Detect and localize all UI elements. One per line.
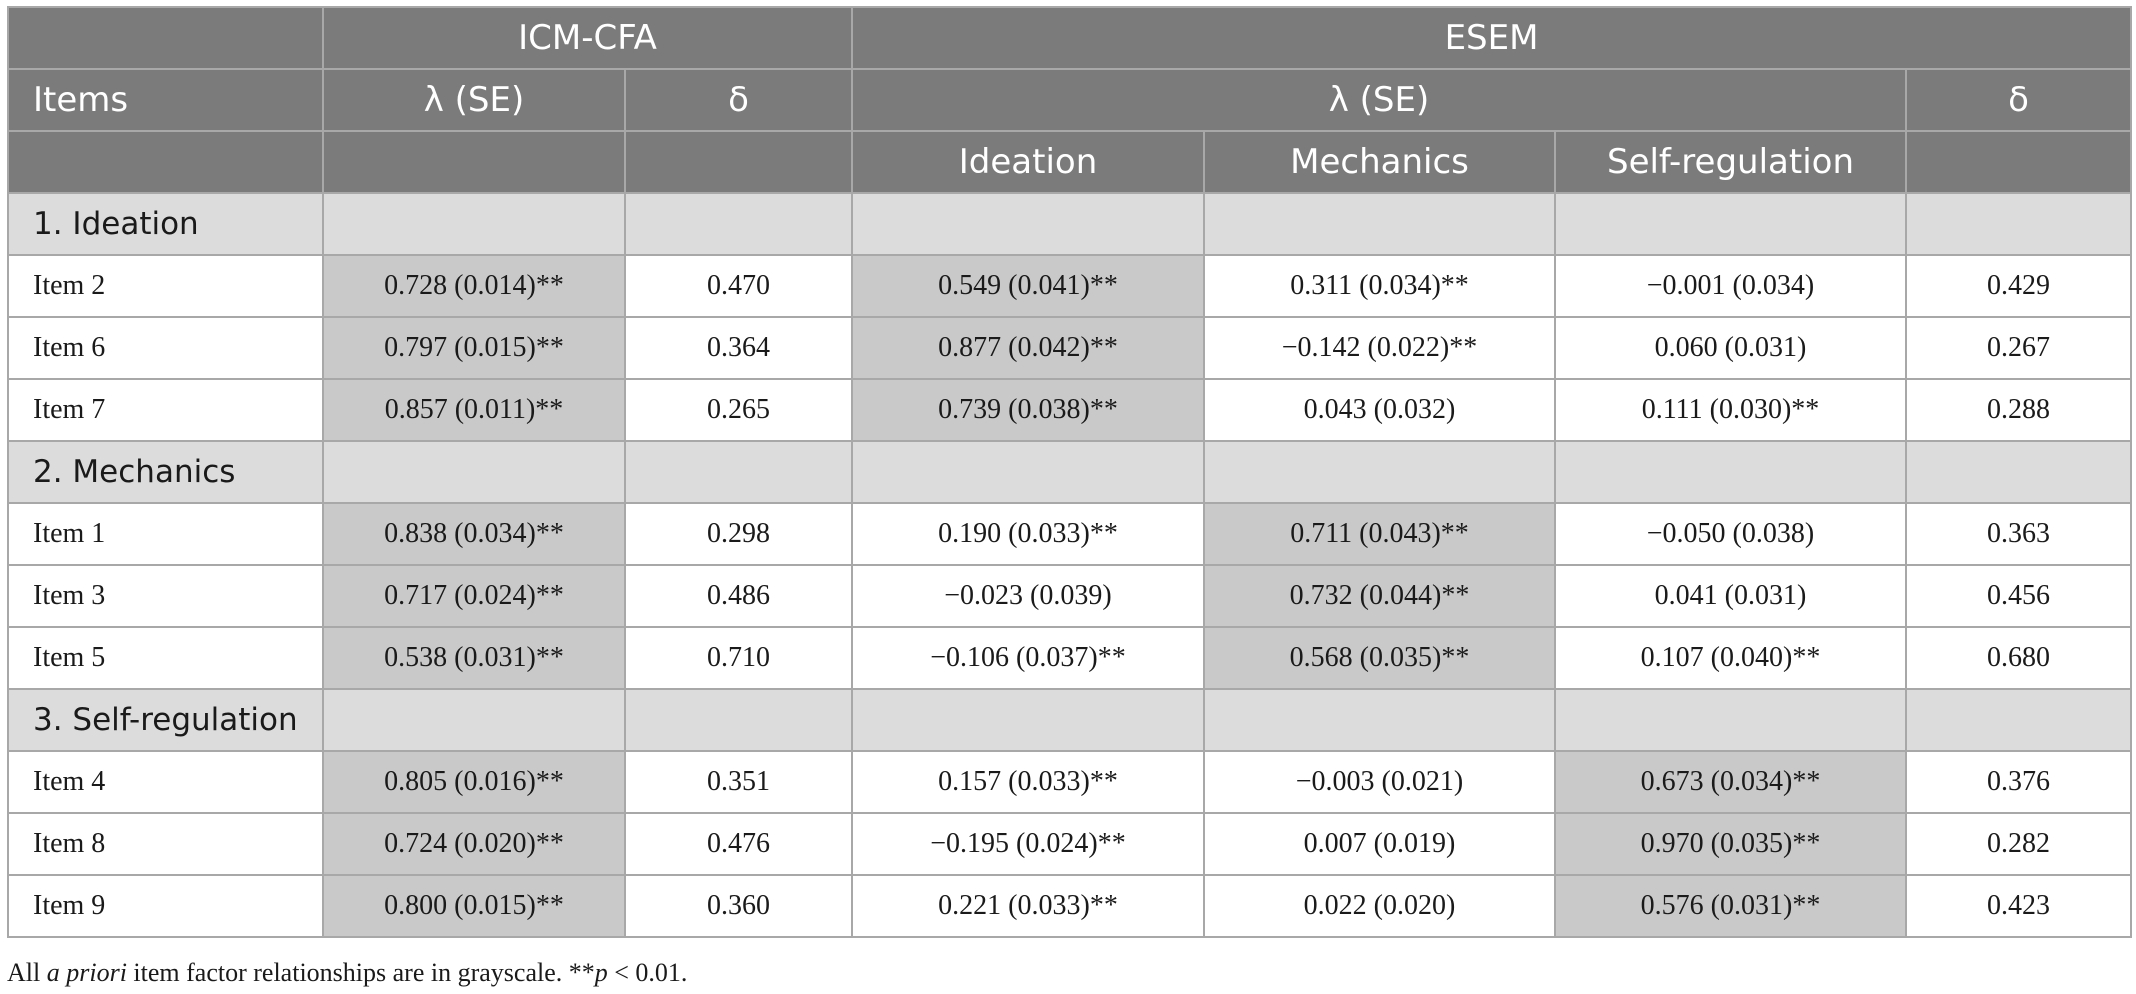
- footnote-italic-apriori: a priori: [46, 958, 127, 987]
- icm-lambda-cell: 0.805 (0.016)**: [323, 751, 625, 813]
- header-blank-cell: [625, 131, 852, 193]
- esem-mechanics-cell: 0.568 (0.035)**: [1204, 627, 1555, 689]
- loadings-table: [7, 6, 2132, 938]
- esem-ideation-cell: 0.877 (0.042)**: [852, 317, 1204, 379]
- section-empty-cell: [1204, 689, 1555, 751]
- item-label: Item 4: [8, 751, 323, 813]
- esem-selfreg-cell: 0.970 (0.035)**: [1555, 813, 1906, 875]
- icm-delta-cell: 0.470: [625, 255, 852, 317]
- icm-lambda-cell: 0.797 (0.015)**: [323, 317, 625, 379]
- header-factor-self-regulation: Self-regulation: [1555, 131, 1906, 193]
- footnote-part2: item factor relationships are in grayscale. **: [126, 958, 595, 987]
- table-footnote: [7, 958, 687, 988]
- esem-selfreg-cell: 0.060 (0.031): [1555, 317, 1906, 379]
- esem-selfreg-cell: −0.050 (0.038): [1555, 503, 1906, 565]
- section-label: 1. Ideation: [8, 193, 323, 255]
- icm-lambda-cell: 0.538 (0.031)**: [323, 627, 625, 689]
- footnote-part1: All: [7, 958, 47, 987]
- item-label: Item 8: [8, 813, 323, 875]
- table-row: [8, 627, 2131, 689]
- header-blank-cell: [323, 131, 625, 193]
- esem-selfreg-cell: 0.576 (0.031)**: [1555, 875, 1906, 937]
- icm-delta-cell: 0.476: [625, 813, 852, 875]
- section-empty-cell: [1555, 193, 1906, 255]
- section-row: [8, 441, 2131, 503]
- section-label: 3. Self-regulation: [8, 689, 323, 751]
- item-label: Item 6: [8, 317, 323, 379]
- header-blank-cell: [8, 7, 323, 69]
- esem-mechanics-cell: 0.022 (0.020): [1204, 875, 1555, 937]
- esem-delta-cell: 0.429: [1906, 255, 2131, 317]
- footnote-part3: < 0.01.: [607, 958, 688, 987]
- icm-lambda-cell: 0.724 (0.020)**: [323, 813, 625, 875]
- esem-selfreg-cell: 0.107 (0.040)**: [1555, 627, 1906, 689]
- item-label: Item 9: [8, 875, 323, 937]
- section-empty-cell: [625, 193, 852, 255]
- section-empty-cell: [1906, 193, 2131, 255]
- footnote-italic-p: p: [594, 958, 608, 987]
- icm-delta-cell: 0.360: [625, 875, 852, 937]
- table-row: [8, 379, 2131, 441]
- esem-delta-cell: 0.456: [1906, 565, 2131, 627]
- icm-delta-cell: 0.351: [625, 751, 852, 813]
- esem-ideation-cell: 0.190 (0.033)**: [852, 503, 1204, 565]
- icm-delta-cell: 0.364: [625, 317, 852, 379]
- table-row: [8, 565, 2131, 627]
- header-esem-lambda: λ (SE): [852, 69, 1906, 131]
- item-label: Item 3: [8, 565, 323, 627]
- header-factor-ideation: Ideation: [852, 131, 1204, 193]
- esem-mechanics-cell: −0.142 (0.022)**: [1204, 317, 1555, 379]
- section-empty-cell: [1204, 441, 1555, 503]
- esem-delta-cell: 0.680: [1906, 627, 2131, 689]
- section-empty-cell: [1906, 441, 2131, 503]
- header-items: Items: [8, 69, 323, 131]
- icm-delta-cell: 0.486: [625, 565, 852, 627]
- table-row: [8, 875, 2131, 937]
- section-empty-cell: [1555, 689, 1906, 751]
- esem-mechanics-cell: 0.043 (0.032): [1204, 379, 1555, 441]
- table-row: [8, 503, 2131, 565]
- section-row: [8, 689, 2131, 751]
- table-row: [8, 751, 2131, 813]
- item-label: Item 2: [8, 255, 323, 317]
- esem-mechanics-cell: 0.732 (0.044)**: [1204, 565, 1555, 627]
- table-row: [8, 317, 2131, 379]
- esem-delta-cell: 0.423: [1906, 875, 2131, 937]
- esem-delta-cell: 0.267: [1906, 317, 2131, 379]
- section-empty-cell: [1204, 193, 1555, 255]
- esem-mechanics-cell: −0.003 (0.021): [1204, 751, 1555, 813]
- esem-delta-cell: 0.363: [1906, 503, 2131, 565]
- esem-ideation-cell: −0.195 (0.024)**: [852, 813, 1204, 875]
- esem-ideation-cell: 0.739 (0.038)**: [852, 379, 1204, 441]
- esem-ideation-cell: −0.106 (0.037)**: [852, 627, 1204, 689]
- esem-ideation-cell: −0.023 (0.039): [852, 565, 1204, 627]
- icm-lambda-cell: 0.857 (0.011)**: [323, 379, 625, 441]
- section-row: [8, 193, 2131, 255]
- esem-selfreg-cell: 0.111 (0.030)**: [1555, 379, 1906, 441]
- esem-delta-cell: 0.288: [1906, 379, 2131, 441]
- header-factor-mechanics: Mechanics: [1204, 131, 1555, 193]
- header-group-esem: ESEM: [852, 7, 2131, 69]
- icm-delta-cell: 0.265: [625, 379, 852, 441]
- icm-lambda-cell: 0.728 (0.014)**: [323, 255, 625, 317]
- header-esem-delta: δ: [1906, 69, 2131, 131]
- section-empty-cell: [323, 689, 625, 751]
- icm-delta-cell: 0.298: [625, 503, 852, 565]
- section-empty-cell: [852, 689, 1204, 751]
- header-row-groups: [8, 7, 2131, 69]
- esem-selfreg-cell: 0.041 (0.031): [1555, 565, 1906, 627]
- icm-lambda-cell: 0.800 (0.015)**: [323, 875, 625, 937]
- item-label: Item 7: [8, 379, 323, 441]
- header-row-factors: [8, 131, 2131, 193]
- header-group-icm-cfa: ICM-CFA: [323, 7, 852, 69]
- table-row: [8, 813, 2131, 875]
- section-empty-cell: [625, 441, 852, 503]
- section-empty-cell: [1906, 689, 2131, 751]
- esem-mechanics-cell: 0.007 (0.019): [1204, 813, 1555, 875]
- esem-selfreg-cell: −0.001 (0.034): [1555, 255, 1906, 317]
- header-row-params: [8, 69, 2131, 131]
- esem-ideation-cell: 0.157 (0.033)**: [852, 751, 1204, 813]
- esem-ideation-cell: 0.549 (0.041)**: [852, 255, 1204, 317]
- section-label: 2. Mechanics: [8, 441, 323, 503]
- section-empty-cell: [323, 193, 625, 255]
- header-blank-cell: [8, 131, 323, 193]
- item-label: Item 1: [8, 503, 323, 565]
- header-icm-delta: δ: [625, 69, 852, 131]
- item-label: Item 5: [8, 627, 323, 689]
- section-empty-cell: [323, 441, 625, 503]
- header-icm-lambda: λ (SE): [323, 69, 625, 131]
- header-blank-cell: [1906, 131, 2131, 193]
- esem-delta-cell: 0.376: [1906, 751, 2131, 813]
- icm-lambda-cell: 0.717 (0.024)**: [323, 565, 625, 627]
- esem-mechanics-cell: 0.711 (0.043)**: [1204, 503, 1555, 565]
- section-empty-cell: [625, 689, 852, 751]
- esem-mechanics-cell: 0.311 (0.034)**: [1204, 255, 1555, 317]
- section-empty-cell: [852, 193, 1204, 255]
- icm-delta-cell: 0.710: [625, 627, 852, 689]
- icm-lambda-cell: 0.838 (0.034)**: [323, 503, 625, 565]
- table-row: [8, 255, 2131, 317]
- esem-delta-cell: 0.282: [1906, 813, 2131, 875]
- section-empty-cell: [1555, 441, 1906, 503]
- section-empty-cell: [852, 441, 1204, 503]
- esem-ideation-cell: 0.221 (0.033)**: [852, 875, 1204, 937]
- esem-selfreg-cell: 0.673 (0.034)**: [1555, 751, 1906, 813]
